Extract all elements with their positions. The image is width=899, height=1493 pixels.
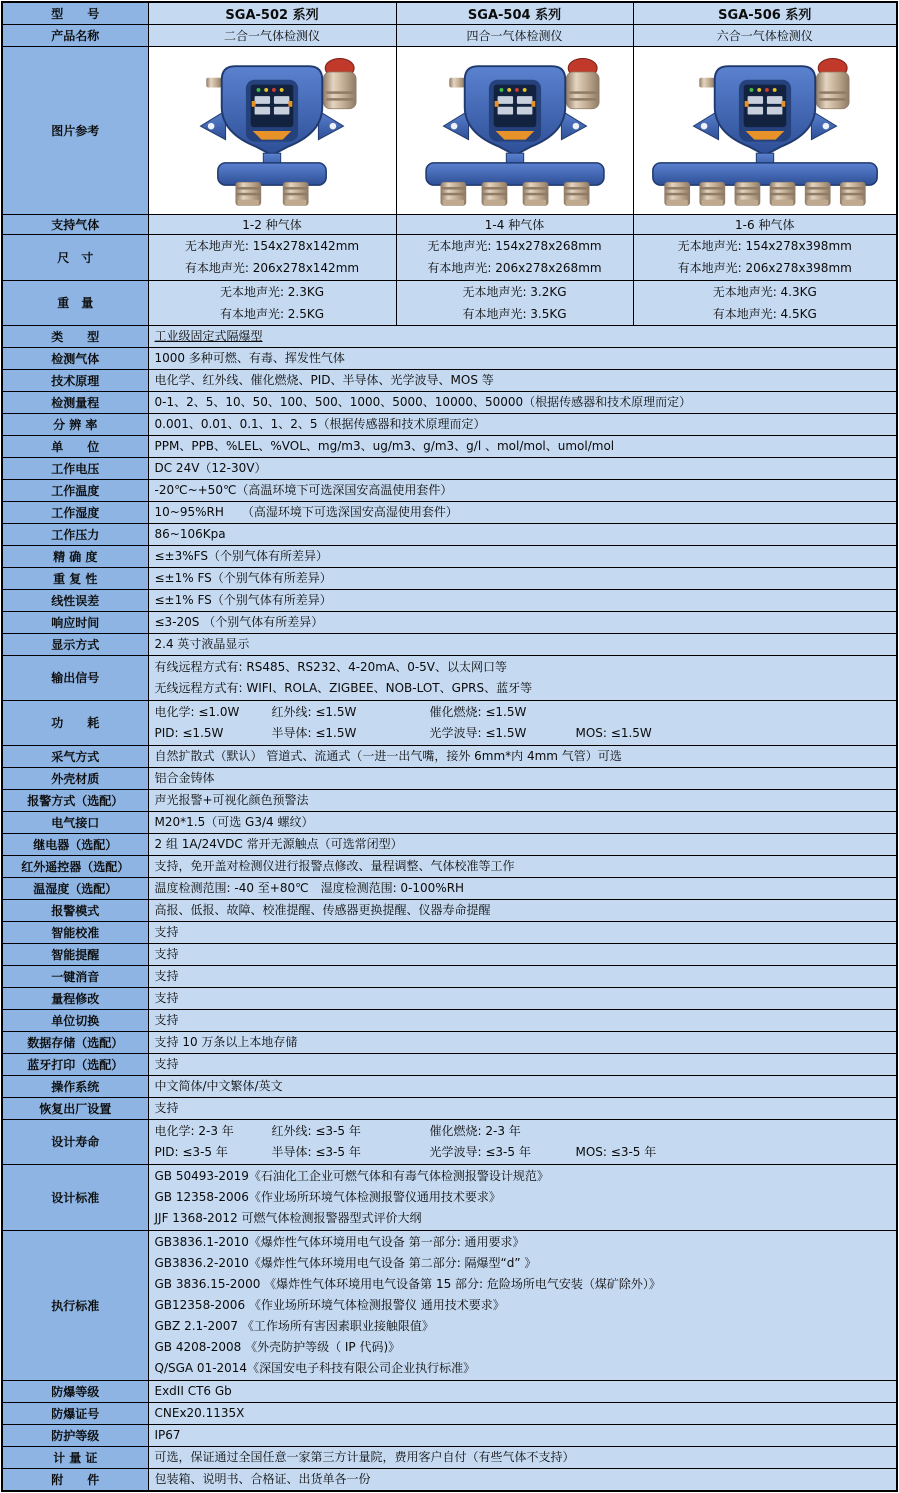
spec-value-line: 2 组 1A/24VDC 常开无源触点（可选常闭型） bbox=[154, 836, 403, 851]
spec-value-segment: 半导体: ≤3-5 年 bbox=[271, 1144, 361, 1159]
dimensions-label: 尺 寸 bbox=[2, 234, 148, 280]
spec-value bbox=[148, 325, 897, 347]
model-sga506: SGA-506 系列 bbox=[633, 2, 897, 24]
spec-value-segment: MOS: ≤3-5 年 bbox=[575, 1144, 657, 1159]
spec-value bbox=[148, 921, 897, 943]
spec-value bbox=[148, 1446, 897, 1468]
weight-506-no-alarm: 无本地声光: 4.3KG bbox=[712, 284, 817, 299]
dimensions-506-no-alarm: 无本地声光: 154x278x398mm bbox=[677, 239, 852, 253]
dimensions-504 bbox=[396, 234, 633, 280]
spec-value-line: Q/SGA 01-2014《深国安电子科技有限公司企业执行标准》 bbox=[154, 1360, 476, 1375]
model-sga504: SGA-504 系列 bbox=[396, 2, 633, 24]
spec-value-segment: PID: ≤3-5 年 bbox=[154, 1144, 228, 1159]
spec-value-segment: 电化学: ≤1.0W bbox=[154, 704, 240, 719]
spec-label: 防爆等级 bbox=[2, 1380, 148, 1402]
spec-value bbox=[148, 1075, 897, 1097]
spec-value bbox=[148, 435, 897, 457]
spec-row bbox=[2, 987, 897, 1009]
spec-value bbox=[148, 1380, 897, 1402]
spec-value-line: 支持 10 万条以上本地存储 bbox=[154, 1034, 298, 1049]
spec-label: 智能校准 bbox=[2, 921, 148, 943]
spec-row bbox=[2, 1164, 897, 1230]
spec-value-line bbox=[155, 1121, 891, 1142]
gas-support-504: 1-4 种气体 bbox=[396, 214, 633, 234]
weight-506 bbox=[633, 280, 897, 325]
spec-value-line: 0.001、0.01、0.1、1、2、5（根据传感器和技术原理而定） bbox=[154, 416, 486, 431]
spec-label: 量程修改 bbox=[2, 987, 148, 1009]
dimensions-502-no-alarm: 无本地声光: 154x278x142mm bbox=[184, 239, 360, 253]
spec-value-line: ≤±1% FS（个别气体有所差异） bbox=[154, 592, 332, 607]
product-image-506 bbox=[633, 46, 897, 214]
spec-value-line: 支持 bbox=[154, 968, 179, 983]
spec-label: 防爆证号 bbox=[2, 1402, 148, 1424]
dimensions-502-alarm: 有本地声光: 206x278x142mm bbox=[184, 261, 360, 275]
device-illustration-2-sensor bbox=[149, 50, 396, 210]
spec-label: 一键消音 bbox=[2, 965, 148, 987]
spec-value-line: 10~95%RH （高湿环境下可选深国安高湿使用套件） bbox=[154, 504, 458, 519]
spec-value-line: 温度检测范围: -40 至+80℃ 湿度检测范围: 0-100%RH bbox=[154, 880, 465, 895]
spec-value-line bbox=[155, 702, 891, 723]
spec-value bbox=[148, 369, 897, 391]
spec-value-line: 自然扩散式（默认） 管道式、流通式（一进一出气嘴，接外 6mm*内 4mm 气管）可选 bbox=[154, 748, 622, 763]
spec-value-line bbox=[155, 1142, 891, 1163]
spec-row bbox=[2, 1075, 897, 1097]
spec-row bbox=[2, 1009, 897, 1031]
spec-label: 附 件 bbox=[2, 1468, 148, 1491]
product-name-502: 二合一气体检测仪 bbox=[148, 24, 396, 46]
spec-value bbox=[148, 943, 897, 965]
spec-label: 计 量 证 bbox=[2, 1446, 148, 1468]
spec-row bbox=[2, 479, 897, 501]
spec-row bbox=[2, 943, 897, 965]
spec-value bbox=[148, 501, 897, 523]
spec-row bbox=[2, 1468, 897, 1491]
spec-row bbox=[2, 501, 897, 523]
spec-label: 精 确 度 bbox=[2, 545, 148, 567]
gas-support-506: 1-6 种气体 bbox=[633, 214, 897, 234]
dimensions-504-alarm: 有本地声光: 206x278x268mm bbox=[427, 261, 602, 275]
product-image-504 bbox=[396, 46, 633, 214]
gas-support-row bbox=[2, 214, 897, 234]
spec-row bbox=[2, 611, 897, 633]
spec-value bbox=[148, 1424, 897, 1446]
spec-row bbox=[2, 1402, 897, 1424]
spec-row bbox=[2, 523, 897, 545]
spec-value-line: 无线远程方式有: WIFI、ROLA、ZIGBEE、NOB-LOT、GPRS、蓝牙等 bbox=[154, 680, 533, 695]
spec-value bbox=[148, 633, 897, 655]
spec-label: 红外遥控器（选配） bbox=[2, 855, 148, 877]
spec-value-line: 支持 bbox=[154, 946, 179, 961]
spec-value-line: ExdII CT6 Gb bbox=[154, 1383, 232, 1398]
spec-label: 输出信号 bbox=[2, 655, 148, 700]
spec-label: 数据存储（选配） bbox=[2, 1031, 148, 1053]
dimensions-506 bbox=[633, 234, 897, 280]
spec-value bbox=[148, 567, 897, 589]
spec-value bbox=[148, 457, 897, 479]
weight-row bbox=[2, 280, 897, 325]
spec-value-line: CNEx20.1135X bbox=[154, 1405, 245, 1420]
spec-label: 恢复出厂设置 bbox=[2, 1097, 148, 1119]
spec-value bbox=[148, 700, 897, 745]
spec-row bbox=[2, 700, 897, 745]
spec-value bbox=[148, 745, 897, 767]
spec-label: 检测量程 bbox=[2, 391, 148, 413]
spec-label: 显示方式 bbox=[2, 633, 148, 655]
spec-sheet bbox=[0, 1, 899, 1492]
model-row-label: 型 号 bbox=[2, 2, 148, 24]
spec-row bbox=[2, 369, 897, 391]
spec-value bbox=[148, 1119, 897, 1164]
spec-value-segment: MOS: ≤1.5W bbox=[575, 725, 652, 740]
spec-value-line: M20*1.5（可选 G3/4 螺纹） bbox=[154, 814, 314, 829]
spec-label: 操作系统 bbox=[2, 1075, 148, 1097]
spec-row bbox=[2, 545, 897, 567]
spec-value bbox=[148, 413, 897, 435]
spec-value-line: 86~106Kpa bbox=[154, 526, 226, 541]
spec-label: 温湿度（选配） bbox=[2, 877, 148, 899]
spec-value-line: 支持 bbox=[154, 990, 179, 1005]
spec-label: 单位切换 bbox=[2, 1009, 148, 1031]
spec-value-line: 有线远程方式有: RS485、RS232、4-20mA、0-5V、以太网口等 bbox=[154, 659, 508, 674]
spec-value-line: 高报、低报、故障、校准提醒、传感器更换提醒、仪器寿命提醒 bbox=[154, 902, 491, 917]
model-sga502: SGA-502 系列 bbox=[148, 2, 396, 24]
spec-row bbox=[2, 767, 897, 789]
spec-value-segment: 光学波导: ≤3-5 年 bbox=[429, 1144, 531, 1159]
spec-row bbox=[2, 325, 897, 347]
spec-row bbox=[2, 745, 897, 767]
spec-row bbox=[2, 391, 897, 413]
spec-value-line: GB3836.1-2010《爆炸性气体环境用电气设备 第一部分: 通用要求》 bbox=[154, 1234, 525, 1249]
spec-label: 外壳材质 bbox=[2, 767, 148, 789]
spec-value-line: ≤±1% FS（个别气体有所差异） bbox=[154, 570, 332, 585]
spec-row bbox=[2, 965, 897, 987]
weight-504-alarm: 有本地声光: 3.5KG bbox=[462, 306, 567, 321]
spec-label: 分 辨 率 bbox=[2, 413, 148, 435]
spec-value-line: 中文简体/中文繁体/英文 bbox=[154, 1078, 283, 1093]
spec-row bbox=[2, 1446, 897, 1468]
spec-value bbox=[148, 767, 897, 789]
spec-table bbox=[1, 1, 898, 1492]
spec-row bbox=[2, 1230, 897, 1380]
spec-label: 单 位 bbox=[2, 435, 148, 457]
spec-value-line: -20℃~+50℃（高温环境下可选深国安高温使用套件） bbox=[154, 482, 453, 497]
spec-value-line: 支持 bbox=[154, 924, 179, 939]
spec-row bbox=[2, 413, 897, 435]
spec-label: 智能提醒 bbox=[2, 943, 148, 965]
product-name-506: 六合一气体检测仪 bbox=[633, 24, 897, 46]
spec-value-line: 0-1、2、5、10、50、100、500、1000、5000、10000、50000（根据传感器和技术原理而定） bbox=[154, 394, 692, 409]
weight-504 bbox=[396, 280, 633, 325]
gas-support-502: 1-2 种气体 bbox=[148, 214, 396, 234]
spec-value bbox=[148, 589, 897, 611]
weight-506-alarm: 有本地声光: 4.5KG bbox=[712, 306, 817, 321]
spec-label: 报警方式（选配） bbox=[2, 789, 148, 811]
spec-label: 防护等级 bbox=[2, 1424, 148, 1446]
spec-value-line bbox=[155, 723, 891, 744]
spec-label: 设计寿命 bbox=[2, 1119, 148, 1164]
spec-row bbox=[2, 1380, 897, 1402]
spec-value bbox=[148, 1031, 897, 1053]
spec-value-line: 工业级固定式隔爆型 bbox=[154, 328, 263, 343]
spec-value bbox=[148, 347, 897, 369]
spec-label: 工作电压 bbox=[2, 457, 148, 479]
spec-row bbox=[2, 899, 897, 921]
product-name-504: 四合一气体检测仪 bbox=[396, 24, 633, 46]
spec-value-line: 可选，保证通过全国任意一家第三方计量院，费用客户自付（有些气体不支持） bbox=[154, 1449, 575, 1464]
weight-label: 重 量 bbox=[2, 280, 148, 325]
spec-value-segment: 电化学: 2-3 年 bbox=[154, 1123, 234, 1138]
spec-value-line: 铝合金铸体 bbox=[154, 770, 215, 785]
spec-label: 线性误差 bbox=[2, 589, 148, 611]
spec-value-segment: 催化燃烧: ≤1.5W bbox=[429, 704, 527, 719]
spec-row bbox=[2, 877, 897, 899]
spec-value-line: IP67 bbox=[154, 1427, 181, 1442]
spec-value-line: 支持 bbox=[154, 1056, 179, 1071]
spec-row bbox=[2, 457, 897, 479]
spec-value-line: GB3836.2-2010《爆炸性气体环境用电气设备 第二部分: 隔爆型“d” 》 bbox=[154, 1255, 537, 1270]
spec-value bbox=[148, 1402, 897, 1424]
spec-value-line: PPM、PPB、%LEL、%VOL、mg/m3、ug/m3、g/m3、g/l 、mol/mol、umol/mol bbox=[154, 438, 615, 453]
weight-502-alarm: 有本地声光: 2.5KG bbox=[219, 306, 325, 321]
spec-value-segment: 红外线: ≤3-5 年 bbox=[271, 1123, 361, 1138]
spec-value-line: ≤±3%FS（个别气体有所差异） bbox=[154, 548, 328, 563]
spec-label: 工作温度 bbox=[2, 479, 148, 501]
spec-label: 设计标准 bbox=[2, 1164, 148, 1230]
spec-row bbox=[2, 921, 897, 943]
spec-value bbox=[148, 1468, 897, 1491]
spec-value bbox=[148, 655, 897, 700]
spec-value bbox=[148, 811, 897, 833]
spec-label: 蓝牙打印（选配） bbox=[2, 1053, 148, 1075]
spec-value-line: 2.4 英寸液晶显示 bbox=[154, 636, 250, 651]
weight-504-no-alarm: 无本地声光: 3.2KG bbox=[462, 284, 567, 299]
dimensions-502 bbox=[148, 234, 396, 280]
device-illustration-4-sensor bbox=[397, 50, 633, 210]
dimensions-row bbox=[2, 234, 897, 280]
spec-value bbox=[148, 987, 897, 1009]
spec-value-line: JJF 1368-2012 可燃气体检测报警器型式评价大纲 bbox=[154, 1210, 422, 1225]
spec-label: 技术原理 bbox=[2, 369, 148, 391]
spec-value bbox=[148, 545, 897, 567]
spec-row bbox=[2, 347, 897, 369]
spec-value-line: GB 50493-2019《石油化工企业可燃气体和有毒气体检测报警设计规范》 bbox=[154, 1168, 549, 1183]
spec-value-line: GB 4208-2008 《外壳防护等级（ IP 代码)》 bbox=[154, 1339, 401, 1354]
spec-label: 采气方式 bbox=[2, 745, 148, 767]
spec-value-line: 电化学、红外线、催化燃烧、PID、半导体、光学波导、MOS 等 bbox=[154, 372, 494, 387]
spec-value bbox=[148, 479, 897, 501]
spec-row bbox=[2, 1119, 897, 1164]
model-row bbox=[2, 2, 897, 24]
spec-value-line: 声光报警+可视化颜色预警法 bbox=[154, 792, 309, 807]
spec-value bbox=[148, 1053, 897, 1075]
spec-label: 电气接口 bbox=[2, 811, 148, 833]
spec-value bbox=[148, 789, 897, 811]
spec-value bbox=[148, 391, 897, 413]
spec-value-segment: 红外线: ≤1.5W bbox=[271, 704, 357, 719]
spec-row bbox=[2, 789, 897, 811]
weight-502-no-alarm: 无本地声光: 2.3KG bbox=[219, 284, 325, 299]
spec-value bbox=[148, 1009, 897, 1031]
spec-label: 工作湿度 bbox=[2, 501, 148, 523]
spec-label: 响应时间 bbox=[2, 611, 148, 633]
dimensions-504-no-alarm: 无本地声光: 154x278x268mm bbox=[427, 239, 602, 253]
spec-row bbox=[2, 435, 897, 457]
spec-value-line: 包装箱、说明书、合格证、出货单各一份 bbox=[154, 1471, 371, 1486]
spec-value-line: GB 3836.15-2000 《爆炸性气体环境用电气设备第 15 部分: 危险场所电气安装（煤矿除外）》 bbox=[154, 1276, 661, 1291]
product-name-label: 产品名称 bbox=[2, 24, 148, 46]
spec-value-line: DC 24V（12-30V） bbox=[154, 460, 267, 475]
spec-row bbox=[2, 567, 897, 589]
spec-value-segment: PID: ≤1.5W bbox=[154, 725, 224, 740]
spec-value-segment: 催化燃烧: 2-3 年 bbox=[429, 1123, 521, 1138]
spec-value bbox=[148, 965, 897, 987]
spec-row bbox=[2, 1424, 897, 1446]
spec-value bbox=[148, 1164, 897, 1230]
spec-row bbox=[2, 1097, 897, 1119]
spec-label: 执行标准 bbox=[2, 1230, 148, 1380]
device-illustration-6-sensor bbox=[634, 50, 897, 210]
spec-value bbox=[148, 877, 897, 899]
spec-value-line: GBZ 2.1-2007 《工作场所有害因素职业接触限值》 bbox=[154, 1318, 434, 1333]
image-row bbox=[2, 46, 897, 214]
spec-value bbox=[148, 1097, 897, 1119]
spec-value-line: ≤3-20S （个别气体有所差异） bbox=[154, 614, 324, 629]
spec-value bbox=[148, 855, 897, 877]
spec-value-line: 支持 bbox=[154, 1100, 179, 1115]
spec-value bbox=[148, 523, 897, 545]
spec-value-line: 1000 多种可燃、有毒、挥发性气体 bbox=[154, 350, 345, 365]
image-row-label: 图片参考 bbox=[2, 46, 148, 214]
spec-label: 功 耗 bbox=[2, 700, 148, 745]
spec-row bbox=[2, 811, 897, 833]
spec-value-line: 支持，免开盖对检测仪进行报警点修改、量程调整、气体校准等工作 bbox=[154, 858, 515, 873]
spec-row bbox=[2, 833, 897, 855]
spec-label: 重 复 性 bbox=[2, 567, 148, 589]
spec-value-segment: 半导体: ≤1.5W bbox=[271, 725, 357, 740]
spec-row bbox=[2, 855, 897, 877]
spec-value bbox=[148, 833, 897, 855]
spec-value-line: GB 12358-2006《作业场所环境气体检测报警仪通用技术要求》 bbox=[154, 1189, 501, 1204]
weight-502 bbox=[148, 280, 396, 325]
spec-row bbox=[2, 655, 897, 700]
spec-value-line: GB12358-2006 《作业场所环境气体检测报警仪 通用技术要求》 bbox=[154, 1297, 505, 1312]
dimensions-506-alarm: 有本地声光: 206x278x398mm bbox=[677, 261, 852, 275]
spec-row bbox=[2, 589, 897, 611]
spec-value bbox=[148, 1230, 897, 1380]
spec-value-line: 支持 bbox=[154, 1012, 179, 1027]
gas-support-label: 支持气体 bbox=[2, 214, 148, 234]
spec-label: 继电器（选配） bbox=[2, 833, 148, 855]
spec-value bbox=[148, 899, 897, 921]
spec-row bbox=[2, 1053, 897, 1075]
spec-label: 检测气体 bbox=[2, 347, 148, 369]
spec-value-segment: 光学波导: ≤1.5W bbox=[429, 725, 527, 740]
spec-label: 类 型 bbox=[2, 325, 148, 347]
spec-row bbox=[2, 633, 897, 655]
spec-label: 工作压力 bbox=[2, 523, 148, 545]
product-image-502 bbox=[148, 46, 396, 214]
product-name-row bbox=[2, 24, 897, 46]
spec-row bbox=[2, 1031, 897, 1053]
spec-value bbox=[148, 611, 897, 633]
spec-label: 报警模式 bbox=[2, 899, 148, 921]
